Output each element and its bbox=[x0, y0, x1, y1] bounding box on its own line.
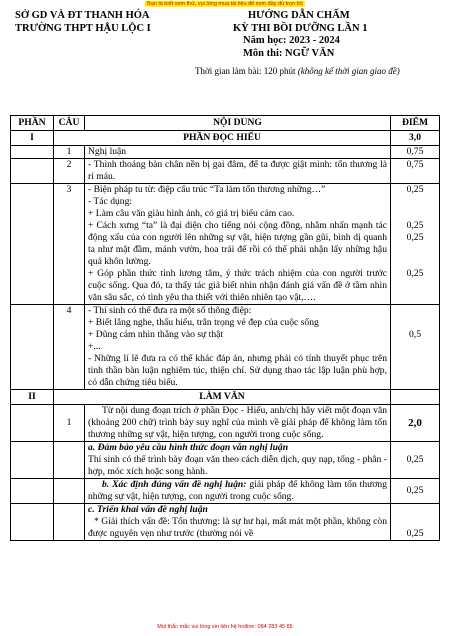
col-part: PHẦN bbox=[11, 116, 54, 131]
grading-table bbox=[10, 115, 440, 541]
section-score: 3,0 bbox=[391, 131, 440, 146]
exam-title: KỲ THI BỒI DƯỠNG LẦN 1 bbox=[233, 22, 368, 34]
table-row bbox=[11, 504, 440, 541]
criterion-text: * Giải thích vấn đề: Tổn thương: là sự hư hại, mất mát một phần, không còn được nguyên vẹn như trước (thường nói về bbox=[88, 516, 387, 539]
answer-score: 0,25 bbox=[406, 232, 424, 243]
answer-line: - Biện pháp tu từ: điệp cấu trúc “Ta làm tổn thương những…” bbox=[88, 184, 326, 195]
answer-line: +... bbox=[88, 341, 101, 352]
criterion-score: 0,25 bbox=[391, 479, 440, 504]
preview-banner bbox=[0, 1, 450, 7]
answer-score: 0,5 bbox=[409, 329, 421, 340]
table-header-row bbox=[11, 116, 440, 131]
answer-text: - Thình thoáng bàn chân nền bị gai đâm, để ta được giật mình: tổn thương là rỉ máu. bbox=[85, 159, 391, 184]
doc-title: HƯỚNG DẪN CHẤM bbox=[248, 10, 350, 21]
exam-time-note: (không kể thời gian giao đề) bbox=[297, 66, 400, 76]
table-row bbox=[11, 479, 440, 504]
criterion-title: a. Đảm bảo yêu cầu hình thức đoạn văn nghị luận bbox=[88, 442, 289, 453]
school-name: TRƯỜNG THPT HẬU LỘC I bbox=[15, 22, 151, 34]
table-row bbox=[11, 405, 440, 442]
table-row bbox=[11, 442, 440, 479]
section-title: PHẦN ĐỌC HIỂU bbox=[54, 131, 391, 146]
answer-line: - Tác dụng: bbox=[88, 196, 133, 207]
answer-text: Nghị luận bbox=[85, 146, 391, 159]
answer-line: + Biết lắng nghe, thấu hiểu, trân trọng vẻ đẹp của cuộc sống bbox=[88, 317, 319, 328]
answer-score: 0,25 bbox=[406, 184, 424, 195]
question-number: 2 bbox=[54, 159, 85, 184]
answer-scores bbox=[391, 184, 440, 305]
criterion-score: 0,25 bbox=[391, 504, 440, 541]
preview-banner-text: Bạn là biết xem thử, vui lòng mua tài liệu để xem đầy đủ trọn bộ bbox=[147, 1, 303, 7]
answer-line: + Góp phần thức tỉnh lương tâm, ý thức trách nhiệm của con người trước cuộc sống. Qua đó, ta thấy tác giả biết nhìn nhận đánh giá vấn đề ở tầm nhìn văn sâu sắc, có tình yêu tha thiết với thiên nhiên tạo vật,…. bbox=[88, 268, 387, 303]
answer-line: + Làm câu văn giàu hình ảnh, có giá trị biểu cảm cao. bbox=[88, 208, 295, 219]
col-content: NỘI DUNG bbox=[85, 116, 391, 131]
contact-footer: Mọi thắc mắc vui lòng xin liên hệ hotline: 084 283 45 85 bbox=[157, 624, 293, 630]
essay-prompt: Từ nội dung đoạn trích ở phần Đọc - Hiểu, anh/chị hãy viết một đoạn văn (khoảng 200 chữ) trình bày suy nghĩ của mình về giải pháp để không làm tổn thương những sự vật, hiện tượng, con người trong cuộc sống. bbox=[85, 405, 391, 442]
criterion-c bbox=[85, 504, 391, 541]
criterion-title: c. Triển khai vấn đề nghị luận bbox=[88, 504, 208, 515]
answer-score: 0,25 bbox=[406, 220, 424, 231]
section-row bbox=[11, 131, 440, 146]
table-row bbox=[11, 305, 440, 390]
part-number: I bbox=[11, 131, 54, 146]
criterion-score: 0,25 bbox=[391, 442, 440, 479]
essay-score: 2,0 bbox=[391, 405, 440, 442]
question-number: 1 bbox=[54, 405, 85, 442]
criterion-text: Thí sinh có thể trình bày đoạn văn theo cách diễn dịch, quy nạp, tổng - phân - hợp, móc xích hoặc song hành. bbox=[88, 454, 387, 477]
answer-line: + Dũng cảm nhìn thẳng vào sự thật bbox=[88, 329, 224, 340]
answer-line: + Cách xưng “ta” là đại diện cho tiếng nói cộng đồng, nhằm nhấn mạnh tác động xấu của con người lên những sự vật, hiện tượng gần gũi, bình dị quanh ta như mặt đầm, mảnh vườn, hoa trái để rồi có thể phải nhận lấy những hậu quả khôn lường. bbox=[88, 220, 387, 267]
exam-time-text: Thời gian làm bài: 120 phút bbox=[195, 66, 296, 76]
school-year: Năm học: 2023 - 2024 bbox=[243, 35, 340, 46]
answer-text bbox=[85, 184, 391, 305]
section-row bbox=[11, 390, 440, 405]
col-question: CÂU bbox=[54, 116, 85, 131]
exam-time bbox=[195, 66, 400, 76]
question-number: 1 bbox=[54, 146, 85, 159]
header-right bbox=[233, 10, 367, 60]
question-number: 4 bbox=[54, 305, 85, 390]
table-row bbox=[11, 184, 440, 305]
answer-text bbox=[85, 305, 391, 390]
subject: Môn thi: NGỮ VĂN bbox=[243, 47, 335, 59]
answer-score: 0,75 bbox=[391, 146, 440, 159]
col-score: ĐIỂM bbox=[391, 116, 440, 131]
answer-score: 0,25 bbox=[406, 268, 424, 279]
criterion-b bbox=[85, 479, 391, 504]
header-left bbox=[15, 10, 151, 35]
section-title: LÀM VĂN bbox=[54, 390, 391, 405]
department-name: SỞ GD VÀ ĐT THANH HÓA bbox=[15, 10, 150, 21]
criterion-a bbox=[85, 442, 391, 479]
table-row bbox=[11, 146, 440, 159]
answer-score: 0,75 bbox=[391, 159, 440, 184]
answer-line: - Thí sinh có thể đưa ra một số thông điệp: bbox=[88, 305, 252, 316]
question-number: 3 bbox=[54, 184, 85, 305]
criterion-title: b. Xác định đúng vấn đề nghị luận: bbox=[102, 479, 247, 490]
table-row bbox=[11, 159, 440, 184]
criterion-text: giải pháp để không làm tổn thương những sự vật, hiện tượng, con người trong cuộc sống. bbox=[88, 479, 387, 502]
part-number: II bbox=[11, 390, 54, 405]
answer-line: - Những lí lẽ đưa ra có thể khác đáp án, nhưng phải có tính thuyết phục trên tinh thần bàn luận nghiêm túc, thiện chí. Sử dụng thao tác lập luận phù hợp, có dẫn chứng tiêu biểu. bbox=[88, 353, 387, 388]
